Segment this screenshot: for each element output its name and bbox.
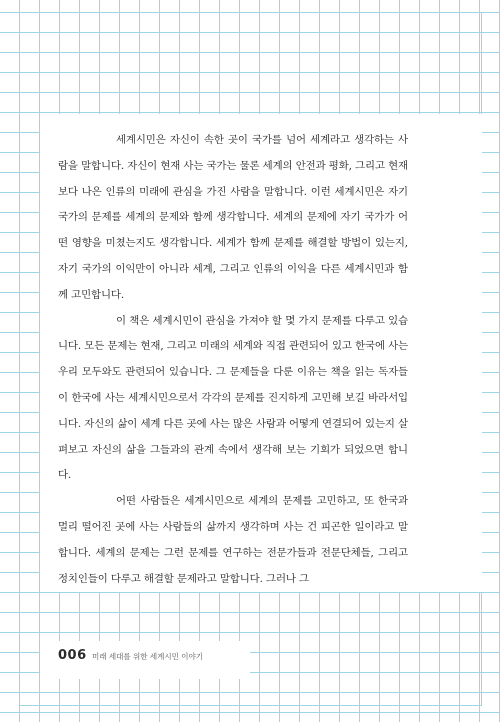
paragraph-1: 세계시민은 자신이 속한 곳이 국가를 넘어 세계라고 생각하는 사람을 말합니다. 자신이 현재 사는 국가는 물론 세계의 안전과 평화, 그리고 현재보다 나은 인류의 미래에 관심을 가진 사람을 말합니다. 이런 세계시민은 자기 국가의 문제를 세계의 문제와 함께 생각합니다. 세계의 문제에 자기 국가가 어떤 영향을 미쳤는지도 생각합니다. 세계가 함께 문제를 해결할 방법이 있는지, 자기 국가의 이익만이 아니라 세계, 그리고 인류의 이익을 다른 세계시민과 함께 고민합니다. <box>58 134 408 301</box>
paragraph-2: 이 책은 세계시민이 관심을 가져야 할 몇 가지 문제를 다루고 있습니다. 모든 문제는 현재, 그리고 미래의 세계와 직접 관련되어 있고 한국에 사는 우리 모두와도 관련되어 있습니다. 그 문제들을 다룬 이유는 책을 읽는 독자들이 한국에 사는 세계시민으로서 각각의 문제를 진지하게 고민해 보길 바라서입니다. 자신의 삶이 세계 다른 곳에 사는 많은 사람과 어떻게 연결되어 있는지 살펴보고 자신의 삶을 그들과의 관계 속에서 생각해 보는 기회가 되었으면 합니다. <box>58 314 408 482</box>
page-number: 006 <box>58 648 87 663</box>
running-book-title: 미래 세대를 위한 세계시민 이야기 <box>92 652 203 661</box>
paragraph-3: 어떤 사람들은 세계시민으로 세계의 문제를 고민하고, 또 한국과 멀리 떨어진 곳에 사는 사람들의 삶까지 생각하며 사는 건 피곤한 일이라고 말합니다. 세계의 문제는 그런 문제를 연구하는 전문가들과 전문단체들, 그리고 정치인들이 다루고 해결할 문제라고 말합니다. 그러나 그 <box>58 495 408 585</box>
body-text <box>58 128 408 592</box>
